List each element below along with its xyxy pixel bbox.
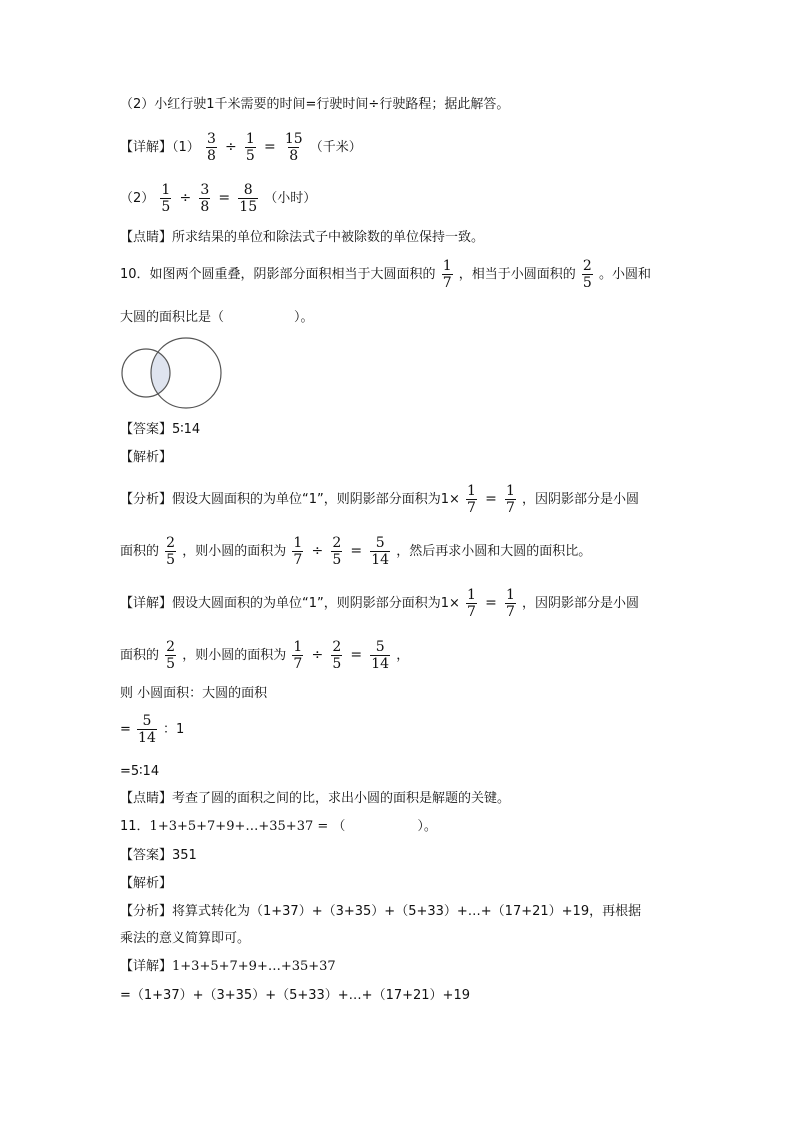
- fraction: $\frac{1}{7}$: [442, 258, 452, 291]
- analysis-text: ，因阴影部分是小圆: [522, 492, 640, 507]
- question-11: [120, 818, 437, 836]
- question-formula: 1+3+5+7+9+…+35+37 =: [149, 819, 329, 834]
- analysis-10-line-2: [120, 532, 591, 571]
- analysis-tag-10: 【解析】: [120, 450, 173, 465]
- analysis-11-line-1: 【分析】将算式转化为（1+37）+（3+35）+（5+33）+…+（17+21）+19，再根据: [120, 904, 642, 919]
- analysis-text: ，然后再求小圆和大圆的面积比。: [396, 544, 592, 559]
- solution-line-2: （2）小红行驶1千米需要的时间=行驶时间÷行驶路程；据此解答。: [120, 97, 510, 112]
- fraction: $\frac{2}{5}$: [332, 535, 342, 568]
- analysis-text: ，则小圆的面积为: [182, 544, 287, 559]
- detail-11-line-2: =（1+37）+（3+35）+（5+33）+…+（17+21）+19: [120, 988, 470, 1003]
- fraction: $\frac{5}{14}$: [138, 713, 156, 746]
- fraction: $\frac{1}{7}$: [505, 483, 515, 516]
- fraction: $\frac{3}{8}$: [206, 131, 216, 164]
- answer-10: 【答案】5∶14: [120, 422, 201, 437]
- question-text: 。小圆和: [598, 267, 651, 282]
- fraction: $\frac{2}{5}$: [166, 639, 176, 672]
- fraction: $\frac{2}{5}$: [582, 258, 592, 291]
- analysis-text: 【分析】假设大圆面积的为单位“1”，则阴影部分面积为1×: [120, 492, 460, 507]
- equals-sign: =: [263, 139, 276, 155]
- fraction: $\frac{3}{8}$: [200, 182, 210, 215]
- fraction: $\frac{15}{8}$: [284, 131, 303, 164]
- answer-11: 【答案】351: [120, 848, 197, 863]
- fraction: $\frac{2}{5}$: [332, 639, 342, 672]
- detail-11-line-1: [120, 958, 336, 976]
- fraction: $\frac{2}{5}$: [166, 535, 176, 568]
- equals-sign: =: [350, 543, 363, 559]
- detail-prefix: （2）: [120, 191, 155, 206]
- question-text: （: [332, 819, 346, 834]
- unit-label: （千米）: [309, 140, 362, 155]
- fraction: $\frac{5}{14}$: [371, 639, 390, 672]
- equals-sign: =: [350, 647, 363, 663]
- detail-10-line-1: [120, 584, 639, 623]
- question-text: 10．如图两个圆重叠，阴影部分面积相当于大圆面积的: [120, 267, 436, 282]
- fraction: $\frac{1}{7}$: [467, 483, 476, 516]
- equals-sign: =: [120, 722, 131, 737]
- question-number: 11．: [120, 819, 150, 834]
- detail-prefix: （1）: [172, 140, 200, 155]
- detail-line-1: [120, 128, 362, 167]
- detail-10-line-4: [120, 711, 184, 749]
- detail-line-2: [120, 180, 316, 217]
- equals-sign: =: [485, 595, 497, 611]
- fraction: $\frac{1}{7}$: [293, 535, 303, 568]
- detail-tag: 【详解】: [120, 140, 173, 155]
- fraction: $\frac{5}{14}$: [371, 535, 390, 568]
- question-text: ，相当于小圆面积的: [458, 267, 576, 282]
- detail-10-line-5: =5∶14: [120, 764, 160, 779]
- question-text: 大圆的面积比是（: [120, 310, 225, 325]
- detail-text: 【详解】假设大圆面积的为单位“1”，则阴影部分面积为1×: [120, 596, 460, 611]
- question-10-line-1: [120, 256, 651, 294]
- fraction: $\frac{1}{7}$: [505, 587, 515, 620]
- note-10: 【点睛】考查了圆的面积之间的比，求出小圆的面积是解题的关键。: [120, 791, 511, 806]
- detail-tag: 【详解】: [120, 959, 173, 974]
- ratio-part: ：1: [163, 722, 185, 737]
- fraction: $\frac{1}{7}$: [467, 587, 476, 620]
- detail-10-line-3: 则 小圆面积：大圆的面积: [120, 686, 268, 701]
- overlapping-circles-figure: [120, 334, 226, 414]
- fraction: $\frac{1}{5}$: [161, 182, 171, 215]
- detail-text: ，: [396, 648, 410, 663]
- divide-sign: ÷: [311, 543, 324, 559]
- divide-sign: ÷: [311, 647, 324, 663]
- detail-formula: 1+3+5+7+9+…+35+37: [172, 959, 336, 974]
- divide-sign: ÷: [225, 139, 237, 155]
- analysis-11-line-2: 乘法的意义简算即可。: [120, 931, 251, 946]
- analysis-text: 面积的: [120, 544, 160, 559]
- equals-sign: =: [218, 190, 231, 206]
- analysis-10-line-1: [120, 480, 639, 519]
- analysis-tag-11: 【解析】: [120, 876, 173, 891]
- question-text: ）。: [417, 819, 437, 834]
- divide-sign: ÷: [179, 190, 192, 206]
- detail-text: 面积的: [120, 648, 160, 663]
- detail-text: ，因阴影部分是小圆: [522, 596, 640, 611]
- question-text: ）。: [294, 310, 314, 325]
- fraction: $\frac{1}{5}$: [245, 131, 255, 164]
- fraction: $\frac{8}{15}$: [239, 182, 258, 215]
- unit-label: （小时）: [264, 191, 317, 206]
- question-10-line-2: [120, 309, 314, 327]
- detail-text: ，则小圆的面积为: [182, 648, 287, 663]
- detail-10-line-2: [120, 636, 409, 675]
- note-line-9: 【点睛】所求结果的单位和除法式子中被除数的单位保持一致。: [120, 230, 485, 245]
- equals-sign: =: [485, 491, 497, 507]
- fraction: $\frac{1}{7}$: [293, 639, 303, 672]
